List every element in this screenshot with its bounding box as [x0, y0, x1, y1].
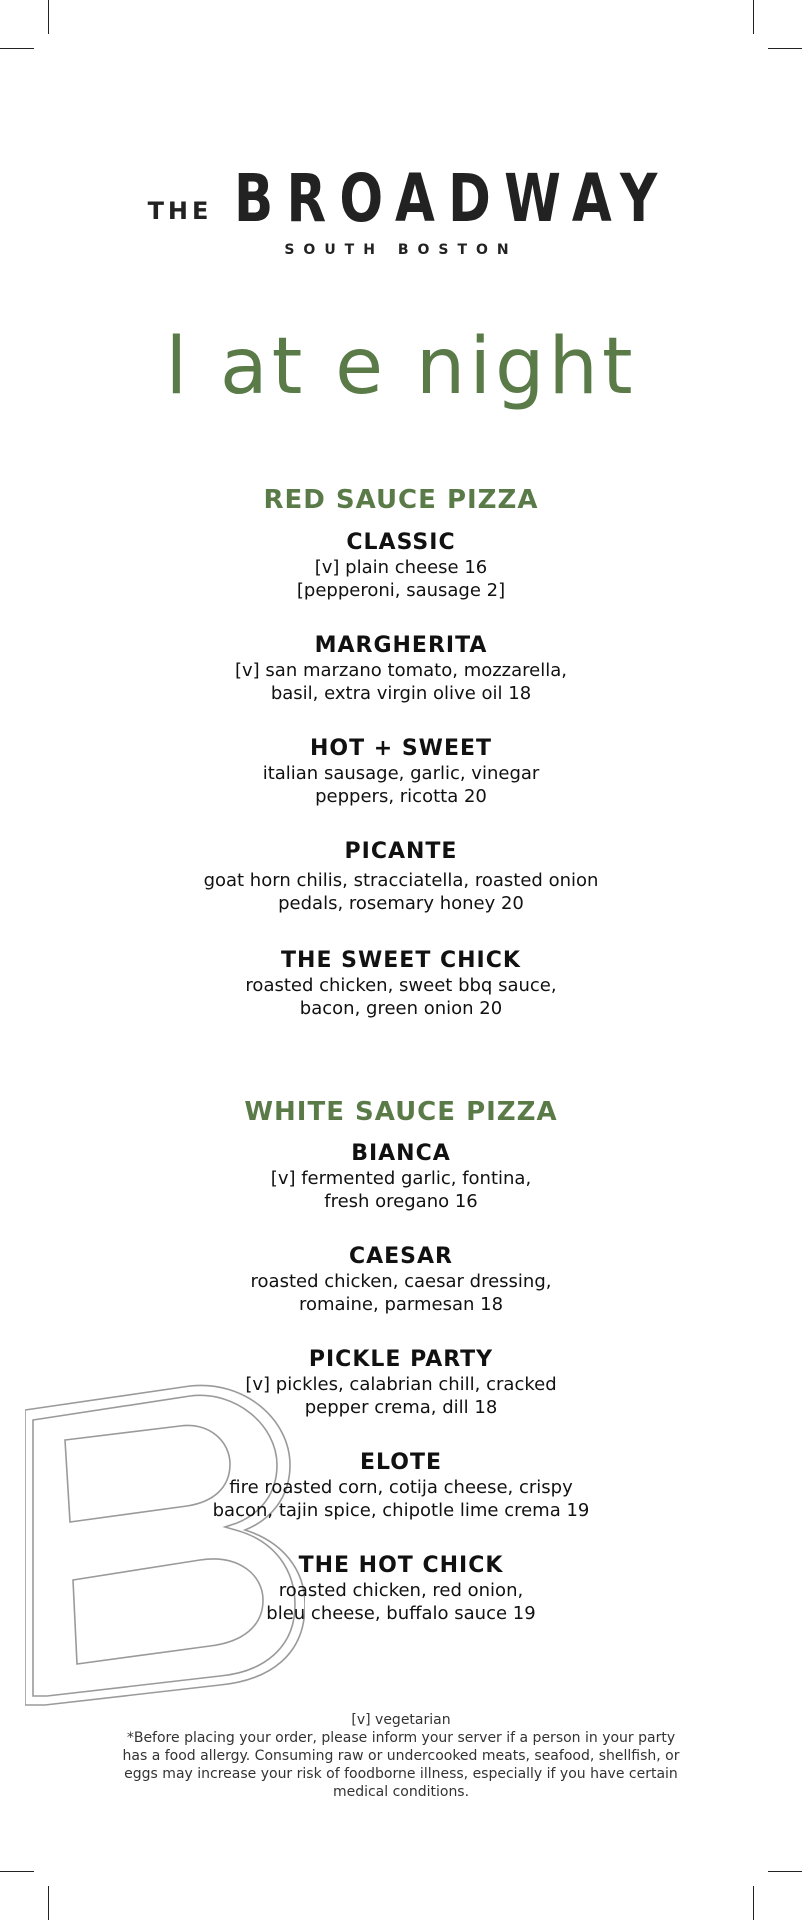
- section-title: WHITE SAUCE PIZZA: [244, 1097, 558, 1127]
- item-description: goat horn chilis, stracciatella, roasted onion pedals, rosemary honey 20: [203, 870, 599, 914]
- item-description: roasted chicken, caesar dressing, romaine, parmesan 18: [250, 1271, 552, 1315]
- menu-item: [0, 1553, 802, 1625]
- item-name: ELOTE: [360, 1450, 442, 1475]
- menu-item: [0, 633, 802, 705]
- menu-item: [0, 1450, 802, 1522]
- allergy-disclaimer: *Before placing your order, please inform your server if a person in your party has a food allergy. Consuming raw or undercooked meats, seafood, shellfish, or eggs may increase your risk of foodborne illness, especially if you have certain medical conditions.: [122, 1730, 680, 1800]
- menu-item: [0, 530, 802, 602]
- item-description: [v] san marzano tomato, mozzarella, basil, extra virgin olive oil 18: [235, 660, 567, 704]
- broadway-b-monogram-icon: [25, 1380, 305, 1710]
- item-description: [v] pickles, calabrian chill, cracked pepper crema, dill 18: [245, 1374, 557, 1418]
- item-name: MARGHERITA: [314, 633, 488, 658]
- crop-mark: [768, 1871, 802, 1872]
- item-name: PICANTE: [344, 839, 458, 864]
- crop-mark: [0, 1871, 34, 1872]
- crop-mark: [753, 0, 754, 34]
- item-name: HOT + SWEET: [309, 736, 493, 761]
- section-title: RED SAUCE PIZZA: [263, 485, 539, 515]
- item-name: CLASSIC: [346, 530, 456, 555]
- item-name: PICKLE PARTY: [308, 1347, 494, 1372]
- item-name: THE HOT CHICK: [298, 1553, 504, 1578]
- item-description: roasted chicken, red onion, bleu cheese, buffalo sauce 19: [266, 1580, 536, 1624]
- menu-item: [0, 839, 802, 915]
- menu-item: [0, 1141, 802, 1213]
- crop-mark: [0, 48, 34, 49]
- menu-item: [0, 948, 802, 1020]
- item-description: roasted chicken, sweet bbq sauce, bacon, green onion 20: [245, 975, 557, 1019]
- crop-mark: [753, 1886, 754, 1920]
- item-description: [v] plain cheese 16 [pepperoni, sausage 2]: [296, 557, 506, 601]
- brand-logo: [0, 160, 802, 237]
- item-name: THE SWEET CHICK: [281, 948, 521, 973]
- brand-the: THE: [147, 197, 213, 225]
- item-description: [v] fermented garlic, fontina, fresh oregano 16: [270, 1168, 532, 1212]
- menu-title: l at e night: [165, 322, 637, 412]
- footnotes: [0, 1711, 802, 1801]
- crop-mark: [48, 0, 49, 34]
- vegetarian-legend: [v] vegetarian: [351, 1712, 451, 1728]
- menu-item: [0, 1244, 802, 1316]
- brand-location: SOUTH BOSTON: [284, 242, 518, 258]
- brand-name: BROADWAY: [234, 160, 672, 237]
- item-name: BIANCA: [351, 1141, 451, 1166]
- crop-mark: [768, 48, 802, 49]
- menu-item: [0, 736, 802, 808]
- crop-mark: [48, 1886, 49, 1920]
- item-description: italian sausage, garlic, vinegar peppers, ricotta 20: [262, 763, 540, 807]
- menu-item: [0, 1347, 802, 1419]
- item-name: CAESAR: [348, 1244, 453, 1269]
- item-description: fire roasted corn, cotija cheese, crispy bacon, tajin spice, chipotle lime crema 19: [212, 1477, 590, 1521]
